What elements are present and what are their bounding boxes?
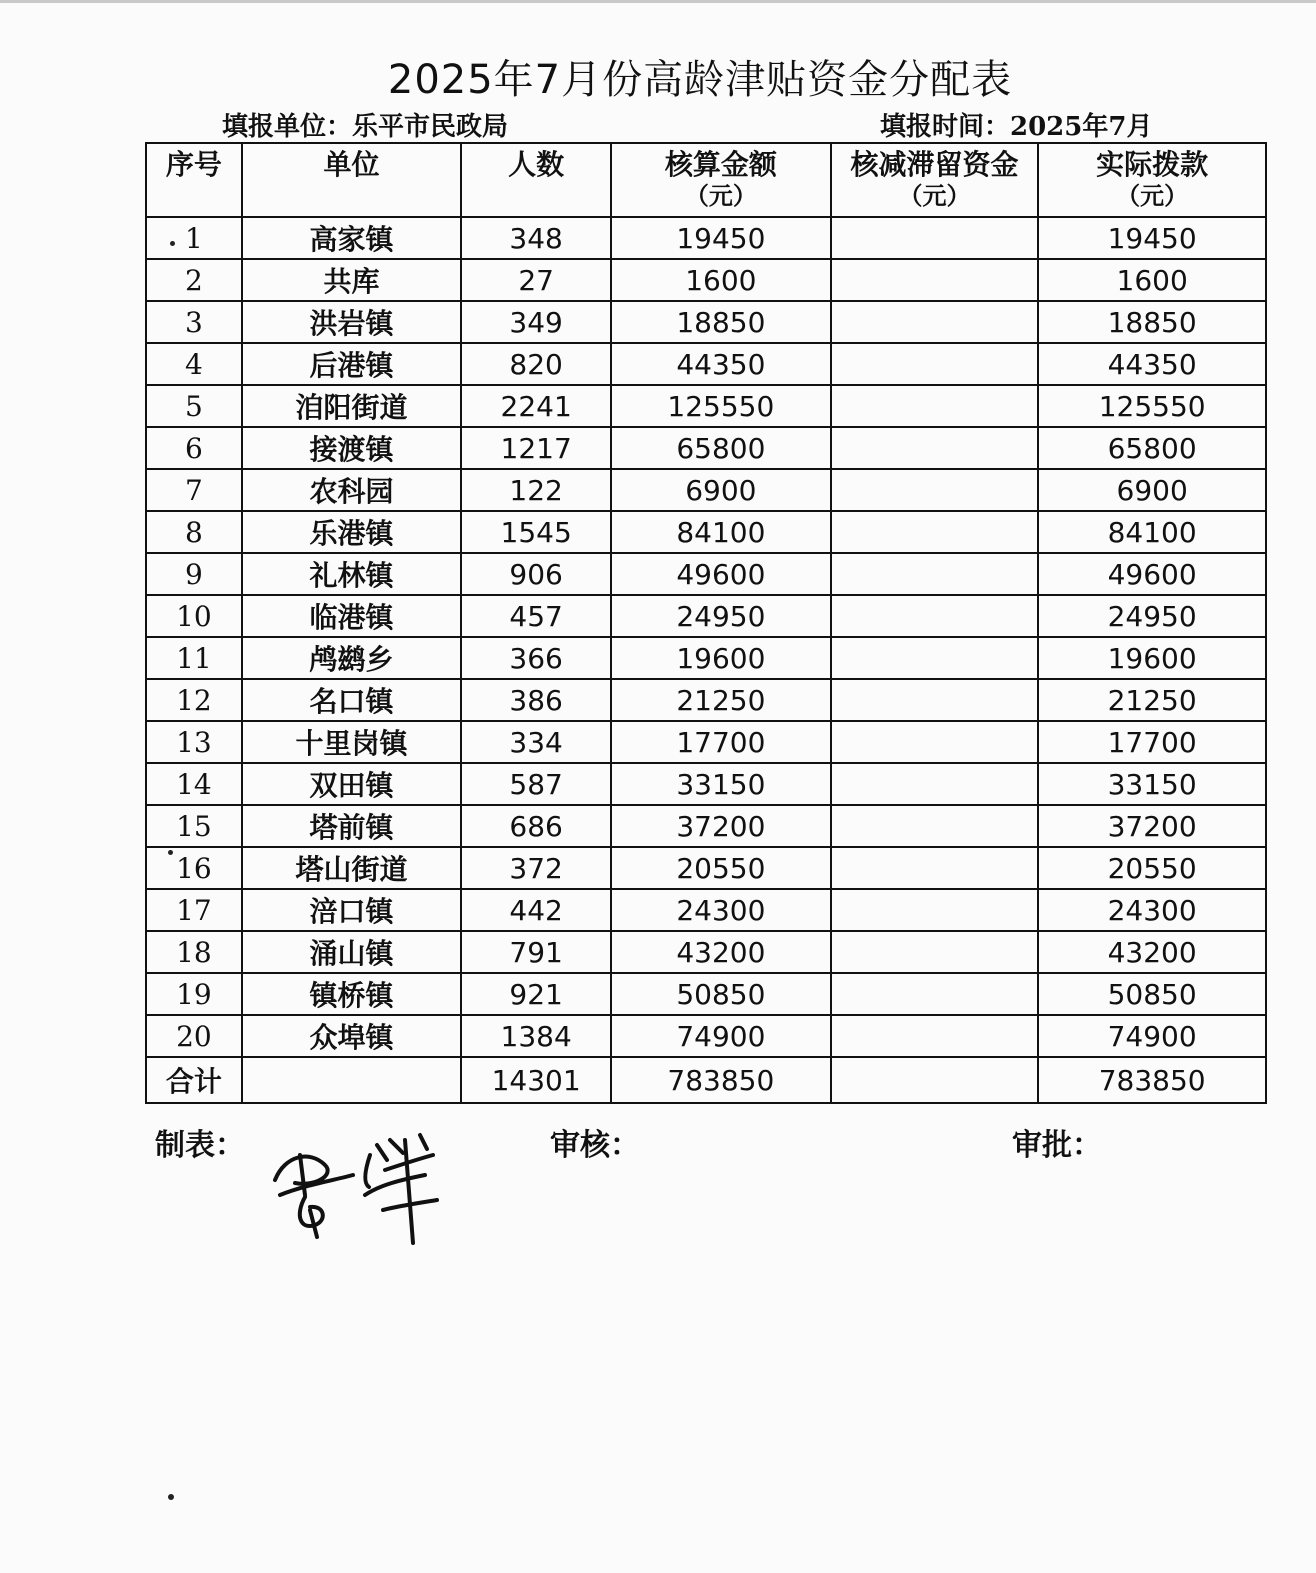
- approve-label: 审批：: [1012, 1128, 1102, 1163]
- table-row: [146, 889, 1266, 931]
- row-seq: 9: [146, 553, 242, 595]
- row-seq: 14: [146, 763, 242, 805]
- row-seq: 12: [146, 679, 242, 721]
- row-people: 349: [461, 301, 611, 343]
- total-label: 合计: [146, 1057, 242, 1103]
- table-row: [146, 847, 1266, 889]
- scan-speck: [170, 241, 175, 246]
- row-people: 906: [461, 553, 611, 595]
- row-unit: 十里岗镇: [242, 721, 461, 763]
- row-unit: 涌山镇: [242, 931, 461, 973]
- row-actual: 17700: [1038, 721, 1266, 763]
- table-row: [146, 469, 1266, 511]
- total-unit: [242, 1057, 461, 1103]
- row-actual: 18850: [1038, 301, 1266, 343]
- scan-speck: [168, 850, 173, 855]
- table-row: [146, 301, 1266, 343]
- table-row: [146, 511, 1266, 553]
- row-unit: 后港镇: [242, 343, 461, 385]
- row-deduct: [831, 511, 1039, 553]
- reporting-unit: 填报单位：乐平市民政局: [222, 112, 509, 142]
- row-amount: 21250: [611, 679, 831, 721]
- row-people: 587: [461, 763, 611, 805]
- row-deduct: [831, 805, 1039, 847]
- row-deduct: [831, 217, 1039, 259]
- table-row: [146, 427, 1266, 469]
- row-unit: 洪岩镇: [242, 301, 461, 343]
- reporting-date: 填报时间：2025年7月: [880, 112, 1153, 142]
- row-actual: 50850: [1038, 973, 1266, 1015]
- row-amount: 65800: [611, 427, 831, 469]
- row-actual: 24300: [1038, 889, 1266, 931]
- row-people: 1384: [461, 1015, 611, 1057]
- row-unit: 镇桥镇: [242, 973, 461, 1015]
- row-people: 442: [461, 889, 611, 931]
- total-actual: 783850: [1038, 1057, 1266, 1103]
- row-people: 334: [461, 721, 611, 763]
- row-people: 122: [461, 469, 611, 511]
- row-people: 1545: [461, 511, 611, 553]
- row-actual: 84100: [1038, 511, 1266, 553]
- row-deduct: [831, 637, 1039, 679]
- row-seq: 16: [146, 847, 242, 889]
- row-seq: 15: [146, 805, 242, 847]
- row-deduct: [831, 343, 1039, 385]
- row-seq: 3: [146, 301, 242, 343]
- row-people: 366: [461, 637, 611, 679]
- row-people: 921: [461, 973, 611, 1015]
- table-row: [146, 217, 1266, 259]
- row-seq: 18: [146, 931, 242, 973]
- row-amount: 1600: [611, 259, 831, 301]
- row-amount: 33150: [611, 763, 831, 805]
- row-amount: 19600: [611, 637, 831, 679]
- row-amount: 43200: [611, 931, 831, 973]
- row-seq: 13: [146, 721, 242, 763]
- row-seq: 5: [146, 385, 242, 427]
- row-deduct: [831, 889, 1039, 931]
- row-seq: 17: [146, 889, 242, 931]
- row-people: 791: [461, 931, 611, 973]
- row-actual: 20550: [1038, 847, 1266, 889]
- row-unit: 农科园: [242, 469, 461, 511]
- table-row: [146, 973, 1266, 1015]
- row-amount: 49600: [611, 553, 831, 595]
- table-header-row: [146, 143, 1266, 217]
- row-deduct: [831, 553, 1039, 595]
- row-seq: 20: [146, 1015, 242, 1057]
- table-row: [146, 679, 1266, 721]
- row-amount: 37200: [611, 805, 831, 847]
- scan-top-edge: [0, 0, 1316, 3]
- table-row: [146, 595, 1266, 637]
- row-deduct: [831, 763, 1039, 805]
- allocation-table: [145, 142, 1267, 1104]
- row-people: 686: [461, 805, 611, 847]
- review-label: 审核：: [550, 1128, 640, 1163]
- row-amount: 50850: [611, 973, 831, 1015]
- row-people: 27: [461, 259, 611, 301]
- table-row: [146, 553, 1266, 595]
- table-row: [146, 763, 1266, 805]
- row-deduct: [831, 469, 1039, 511]
- table-row: [146, 637, 1266, 679]
- table-row: [146, 259, 1266, 301]
- row-seq: 19: [146, 973, 242, 1015]
- row-amount: 17700: [611, 721, 831, 763]
- row-unit: 洎阳街道: [242, 385, 461, 427]
- row-unit: 临港镇: [242, 595, 461, 637]
- row-seq: 6: [146, 427, 242, 469]
- row-amount: 24950: [611, 595, 831, 637]
- row-actual: 65800: [1038, 427, 1266, 469]
- row-actual: 44350: [1038, 343, 1266, 385]
- row-unit: 双田镇: [242, 763, 461, 805]
- row-amount: 44350: [611, 343, 831, 385]
- row-deduct: [831, 301, 1039, 343]
- row-actual: 19450: [1038, 217, 1266, 259]
- row-actual: 37200: [1038, 805, 1266, 847]
- row-actual: 21250: [1038, 679, 1266, 721]
- row-unit: 接渡镇: [242, 427, 461, 469]
- row-seq: 11: [146, 637, 242, 679]
- row-amount: 6900: [611, 469, 831, 511]
- row-people: 2241: [461, 385, 611, 427]
- table-row: [146, 721, 1266, 763]
- row-unit: 塔前镇: [242, 805, 461, 847]
- row-seq: 1: [146, 217, 242, 259]
- row-deduct: [831, 847, 1039, 889]
- row-unit: 礼林镇: [242, 553, 461, 595]
- row-deduct: [831, 427, 1039, 469]
- row-people: 820: [461, 343, 611, 385]
- row-amount: 19450: [611, 217, 831, 259]
- row-people: 372: [461, 847, 611, 889]
- row-deduct: [831, 259, 1039, 301]
- row-unit: 众埠镇: [242, 1015, 461, 1057]
- table-row: [146, 931, 1266, 973]
- row-people: 348: [461, 217, 611, 259]
- row-amount: 20550: [611, 847, 831, 889]
- row-seq: 7: [146, 469, 242, 511]
- row-amount: 125550: [611, 385, 831, 427]
- row-people: 457: [461, 595, 611, 637]
- column-header-actual: 实际拨款 （元）: [1038, 143, 1266, 217]
- document-title: 2025年7月份高龄津贴资金分配表: [387, 57, 1013, 103]
- row-seq: 8: [146, 511, 242, 553]
- row-amount: 74900: [611, 1015, 831, 1057]
- row-unit: 乐港镇: [242, 511, 461, 553]
- row-unit: 涪口镇: [242, 889, 461, 931]
- row-actual: 24950: [1038, 595, 1266, 637]
- maker-label: 制表：: [155, 1128, 245, 1163]
- row-seq: 2: [146, 259, 242, 301]
- row-deduct: [831, 679, 1039, 721]
- row-people: 386: [461, 679, 611, 721]
- handwritten-signature-icon: [265, 1125, 445, 1250]
- row-actual: 125550: [1038, 385, 1266, 427]
- row-deduct: [831, 973, 1039, 1015]
- column-header-unit: 单位: [242, 143, 461, 217]
- table-row: [146, 1015, 1266, 1057]
- row-actual: 19600: [1038, 637, 1266, 679]
- table-row: [146, 343, 1266, 385]
- row-actual: 49600: [1038, 553, 1266, 595]
- row-deduct: [831, 385, 1039, 427]
- table-row: [146, 805, 1266, 847]
- row-actual: 33150: [1038, 763, 1266, 805]
- row-seq: 10: [146, 595, 242, 637]
- row-actual: 43200: [1038, 931, 1266, 973]
- total-row: [146, 1057, 1266, 1103]
- column-header-seq: 序号: [146, 143, 242, 217]
- row-unit: 塔山街道: [242, 847, 461, 889]
- column-header-amount: 核算金额 （元）: [611, 143, 831, 217]
- row-deduct: [831, 931, 1039, 973]
- row-amount: 84100: [611, 511, 831, 553]
- row-actual: 74900: [1038, 1015, 1266, 1057]
- scan-speck: [168, 1494, 174, 1500]
- row-unit: 鸬鹚乡: [242, 637, 461, 679]
- row-people: 1217: [461, 427, 611, 469]
- row-deduct: [831, 595, 1039, 637]
- row-seq: 4: [146, 343, 242, 385]
- row-actual: 6900: [1038, 469, 1266, 511]
- row-deduct: [831, 1015, 1039, 1057]
- row-unit: 名口镇: [242, 679, 461, 721]
- column-header-deduct: 核减滞留资金 （元）: [831, 143, 1039, 217]
- row-deduct: [831, 721, 1039, 763]
- total-people: 14301: [461, 1057, 611, 1103]
- column-header-people: 人数: [461, 143, 611, 217]
- row-actual: 1600: [1038, 259, 1266, 301]
- row-unit: 高家镇: [242, 217, 461, 259]
- row-unit: 共库: [242, 259, 461, 301]
- row-amount: 24300: [611, 889, 831, 931]
- table-row: [146, 385, 1266, 427]
- total-amount: 783850: [611, 1057, 831, 1103]
- total-deduct: [831, 1057, 1039, 1103]
- row-amount: 18850: [611, 301, 831, 343]
